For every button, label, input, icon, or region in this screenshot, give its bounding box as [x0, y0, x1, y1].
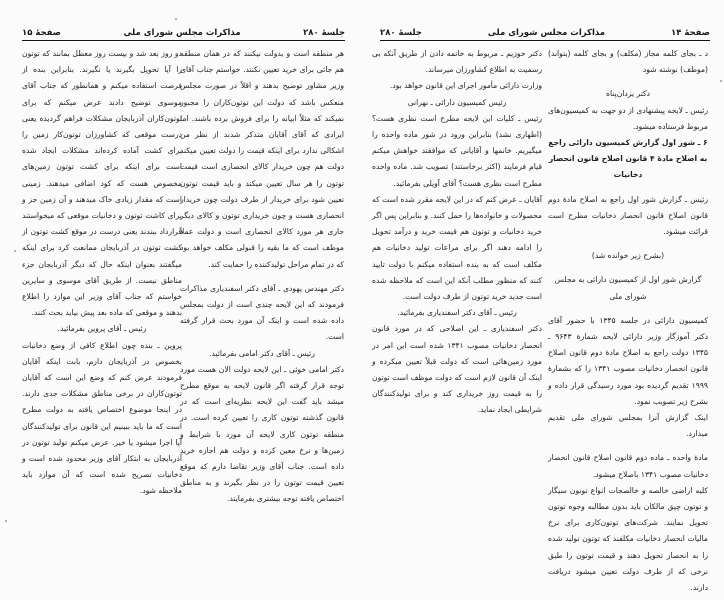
paragraph: دکتر مهندس یهودی ـ آقای دکتر اسفندیاری مذاکرات فرمودند که این لایحه چندی است از دولت بمجلس داده شده است و اینک آن مورد بحث قرار گرفته است.	[180, 283, 344, 342]
report-title: گزارش شور اول از کمیسیون دارائی به مجلس شورای ملی	[554, 275, 702, 301]
page-header	[22, 26, 345, 41]
speaker-name: دکتر یزدان‌پناه	[606, 89, 650, 99]
paragraph: دکتر خوزیم ـ مربوط به خاتمه دادن از طریق آنکه بی رسمیت به اطلاع کشاورزان میرساند.	[372, 49, 542, 75]
scan-speck	[175, 18, 177, 20]
page-number: صفحهٔ ۱۵	[22, 28, 61, 38]
paragraph: پروین ـ بنده چون اطلاع کافی از وضع دخانیات بخصوص در آذربایجان دارم، بابت اینکه آقایان فرمودند عرض کنم که وضع این است که آقایان توتون‌کاران در برخی مناطق مشکلات جدی دارند. در اینجا موضوع اختصاص یافته به دولت مطرح است که ما باید ببینیم این قانون برای تولیدکنندگان آیا اجرا میشود یا خیر. عرض میکنم تولید توتون در آذربایجان به ابتکار آقای وزیر محدود شده است و دخانیات تصریح شده است که آن موارد باید ملاحظه شود.	[22, 340, 182, 496]
paragraph: رئیس ـ آقای دکتر امامی بفرمائید.	[209, 348, 315, 358]
paragraph: آقایان ـ عرض کنم که در این لایحه مقرر شده است که محصولات و خانواده‌ها را حمل کنند. و بنابراین پس اگر خرید دخانیات و توتون هم قیمت خرید و درآمد تحویل را ادامه دهند اگر برای مراعات تولید دخانیات هم مکلف است که به بنده استفاده میکنم با دولت تایید کنند که منظور مطلب آنکه این است که ملاحظه شده است جدید خرید توتون از طرف دولت است.	[372, 194, 542, 302]
signature: رئیس کمیسیون دارائی ـ نهرانی	[407, 97, 507, 107]
scan-speck	[720, 80, 722, 82]
column-left	[22, 46, 182, 500]
scan-speck	[5, 520, 7, 522]
paragraph: مادهٔ واحده ـ ماده دوم قانون اصلاح قانون انحصار دخانیات مصوب ۱۳۴۱ باصلاح میشود.	[548, 453, 708, 479]
column-right	[548, 46, 708, 596]
paragraph: دو روز بعد شد و بیست روز معطل بمانند که توتون را آیا تحویل بگیرند یا نگیرند. بنابراین بنده از فرصت استفاده میکنم و همانطور که جناب آقای موسوی توضیح دادند عرض میکنم که برای توتون‌کاران آذربایجان مشکلات فراهم گردیده یعنی درست موقعی که کشاورزان توتون‌کار زمین را برای کشت آماده کرده‌اند مشکلات ایجاد شده است برای اینکه برای کشت توتون زمین‌های مخصوص هست که کود اضافی میدهند. زمینی است که مقدار زیادی خاک میدهند و آن زمین جز و برای کاشت توتون و دخانیات موقعی که میخواستند قرارداد ببندند یعنی درست در موقع کشت توتون از کشت توتون در آذربایجان ممانعت کرد برای اینکه میگفتند بعنوان اینکه حال که دیگر آذربایجان جزء مناطق نیست. از طریق آقای موسوی و سایرین خواستم که جناب آقای وزیر این موارد را اطلاع بدهند و موقعی که ماده بعد پیش بیاید بحث کنند.	[22, 49, 182, 318]
note: (بشرح زیر خوانده شد)	[591, 251, 665, 261]
page-number: صفحهٔ ۱۴	[671, 28, 710, 38]
paragraph: وزارت دارائی مأمور اجرای این قانون خواهد بود.	[389, 81, 542, 91]
paragraph: هر منطقه است و بدولت نیکنند که در همان منطقه هم جائی برای خرید تعیین نکنند. خواستم جناب آقای وزیر مشاور توضیح بدهند و اقلاً در صورت مجلس منعکس باشد که دولت این توتون‌کاران را مجبور نمیکند که مثلاً ابیانه را برای فروش برده باشند. اما ایرادی که آقای آقایان متذکر شدند از نظر من اشکالی ندارد برای اینکه قیمت را دولت تعیین میکند دولت هم چون خریدار کالای انحصاری است قیمت توتون را هر سال تعیین میکند و باید قیمت توتون تعیین شود برای خریدار از طرف دولت چون خریدار انحصاری هست و چون خریداری توتون و کالای دیگر جاری هر مورد کالای انحصاری است و دولت عملاً موظف است که ما بقیه را قبولی مکلف خواهد بود که در تمام مراحل تولیدکننده را حمایت کند.	[180, 49, 344, 269]
scan-speck	[14, 250, 16, 252]
paragraph: د ـ بجای کلمه مجاز (مکلف) و بجای کلمه (بتواند) (موظف) نوشته شود	[548, 49, 708, 75]
session-number: جلسهٔ ۲۸۰	[303, 28, 345, 38]
column-left	[372, 46, 542, 419]
section-heading: ۶ ـ شور اول گزارش کمیسیون دارائی راجع به اصلاح مادهٔ ۴ قانون اصلاح قانون انحصار دخانیات	[548, 138, 708, 180]
running-title: مذاکرات مجلس شورای ملی	[123, 28, 241, 38]
column-right	[180, 46, 344, 508]
paragraph: رئیس ـ لایحه پیشنهادی از دو جهت به کمیسیون‌های مربوط فرستاده میشود.	[548, 105, 708, 131]
page-14	[362, 0, 724, 600]
paragraph: اینک گزارش آنرا بمجلس شورای ملی تقدیم میدارد.	[548, 413, 708, 439]
paragraph: رئیس ـ آقای دکتر اسفندیاری بفرمائید.	[397, 308, 517, 318]
paragraph: رئیس ـ آقای پروین بفرمائید.	[57, 324, 147, 334]
paragraph: کلیه اراضی خالصه و خالصجات انواع توتون سیگار و توتون چپق مالکان باید بدون مطالبه وجوه توتون تحویل نمایند. شرکت‌های توتون‌کاری برای نرخ مالیات انحصار دخانیات مکلفند که توتون تولید شده را به انحصار تحویل دهند و قیمت توتون را طبق نرخی که از طرف دولت تعیین میشود دریافت دارند.	[548, 485, 708, 593]
page-header	[380, 26, 710, 41]
paragraph: رئیس ـ گزارش شور اول راجع به اصلاح مادهٔ دوم قانون اصلاح قانون انحصار دخانیات مطرح است قرائت میشود.	[548, 194, 708, 237]
session-number: جلسهٔ ۲۸۰	[380, 28, 422, 38]
paragraph: کمیسیون دارائی در جلسه ۱۳۴۵ با حضور آقای دکتر آموزگار وزیر دارائی لایحه شمارهٔ ۹۶۴۳ ـ ۱۳۴۵ دولت راجع به اصلاح مادهٔ دوم قانون اصلاح قانون انحصار دخانیات مصوب ۱۳۴۱ را که بشمارهٔ ۱۹۹۹ تقدیم گردیده بود مورد رسیدگی قرار داده و بشرح زیر تصویب نمود.	[548, 315, 708, 406]
paragraph: رئیس ـ کلیات این لایحه مطرح است نظری هست؟ (اظهاری نشد) بنابراین ورود در شور ماده واحده را میگیریم. خانمها و آقایانی که موافقند خواهش میکنم قیام فرمایند (اکثر برخاستند) تصویب شد. ماده واحده مطرح است نظری هست؟ آقای آویلی بفرمائید.	[372, 113, 542, 188]
running-title: مذاکرات مجلس شورای ملی	[487, 28, 606, 38]
paragraph: دکتر امامی خوئی ـ این لایحه دولت الان هست مورد توجه قرار گرفته اگر قانون لایحه به موقع مطرح میشد باید گفت این لایحه نظریه‌ای است که در قانون گذشته توتون کاری را تعیین کرده است. در منطقه توتون کاری لایحه آن مورد با شرایط و زمین‌ها و نرخ معین کرده و دولت هم اجازه خرید داده است. جناب آقای وزیر تقاضا دارم که موقع تعیین قیمت توتون را در نظر بگیرند و به مناطق اختصاص یافته توجه بیشتری بفرمایند.	[180, 364, 344, 504]
paragraph: دکتر اسفندیاری ـ این اصلاحی که در مورد قانون انحصار دخانیات مصوب ۱۳۴۱ شده است این امر در مورد زمین‌هائی است که دولت قبلاً تعیین میکرده و اینک آن قانون لازم است که دولت موظف است توتون را به قیمت روز خریداری کند و برای تولیدکنندگان شرایطی ایجاد نماید.	[372, 324, 542, 415]
